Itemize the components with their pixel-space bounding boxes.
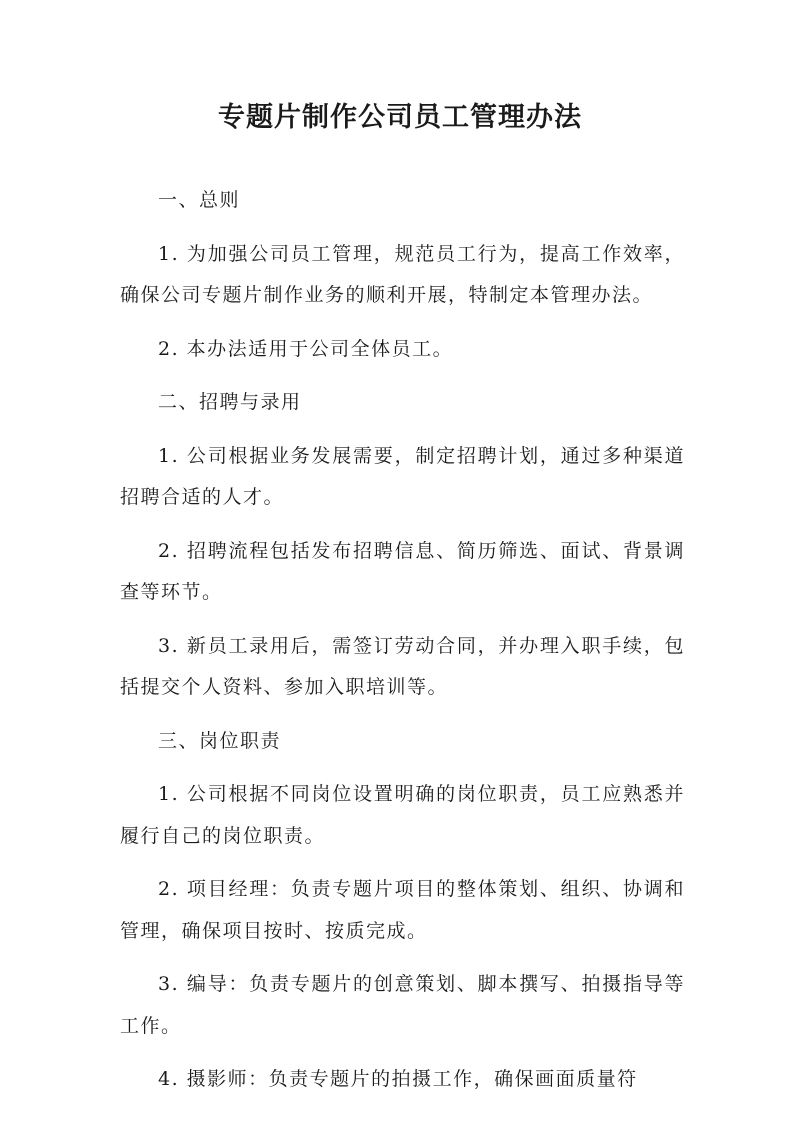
paragraph-gap: [120, 1047, 685, 1059]
section-heading-responsibilities: 三、岗位职责: [158, 729, 282, 752]
section-1-item-1: 1. 为加强公司员工管理，规范员工行为，提高工作效率，确保公司专题片制作业务的顺利开展，特制定本管理办法。: [120, 242, 685, 306]
section-heading-recruitment: 二、招聘与录用: [158, 391, 302, 413]
section-3-item-1: 1. 公司根据不同岗位设置明确的岗位职责，员工应熟悉并履行自己的岗位职责。: [120, 783, 685, 847]
paragraph-gap: [120, 952, 685, 964]
section-2-item-2: 2. 招聘流程包括发布招聘信息、简历筛选、面试、背景调查等环节。: [120, 539, 685, 603]
section-3-item-2: 2. 项目经理：负责专题片项目的整体策划、组织、协调和管理，确保项目按时、按质完成。: [120, 878, 685, 942]
paragraph-gap: [120, 222, 685, 234]
section-2-item-3: 3. 新员工录用后，需签订劳动合同，并办理入职手续，包括提交个人资料、参加入职培训等。: [120, 634, 685, 698]
paragraph-gap: [120, 519, 685, 531]
section-1-item-2: 2. 本办法适用于公司全体员工。: [158, 337, 454, 360]
section-3-item-4: 4. 摄影师：负责专题片的拍摄工作，确保画面质量符: [158, 1068, 638, 1090]
paragraph-gap: [120, 709, 685, 721]
paragraph-gap: [120, 370, 685, 382]
paragraph-gap: [120, 614, 685, 626]
paragraph-gap: [120, 424, 685, 436]
section-heading-general: 一、总则: [158, 189, 241, 211]
section-3-item-3: 3. 编导：负责专题片的创意策划、脚本撰写、拍摄指导等工作。: [120, 973, 685, 1037]
paragraph-gap: [120, 762, 685, 774]
section-2-item-1: 1. 公司根据业务发展需要，制定招聘计划，通过多种渠道招聘合适的人才。: [120, 444, 685, 508]
document-title: 专题片制作公司员工管理办法: [218, 102, 582, 133]
document-body: [120, 180, 685, 1101]
paragraph-gap: [120, 857, 685, 869]
paragraph-gap: [120, 317, 685, 329]
